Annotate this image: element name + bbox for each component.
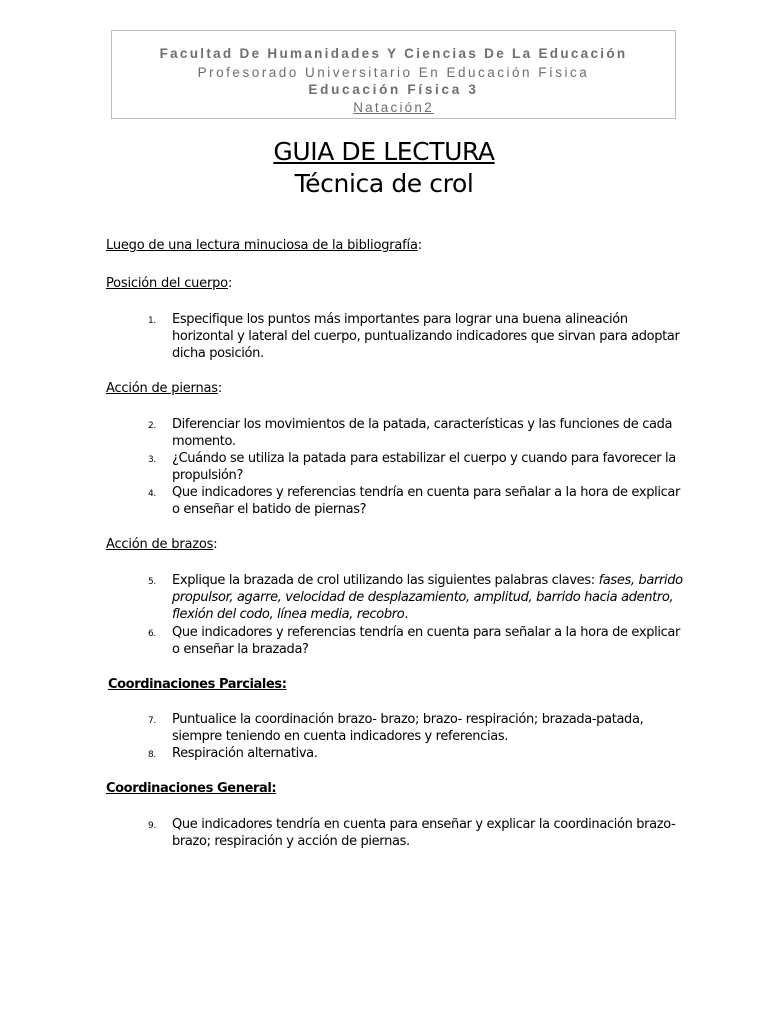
page-subtitle: Técnica de crol — [294, 169, 474, 198]
item-text: Que indicadores tendría en cuenta para enseñar y explicar la coordinación brazo- brazo; respiración y acción de piernas. — [172, 817, 676, 849]
document-header — [111, 30, 676, 119]
item-number: 5. — [148, 577, 156, 587]
section-heading-brazos: Acción de brazos: — [106, 537, 218, 552]
program-name: Profesorado Universitario En Educación Física — [197, 65, 590, 80]
item-text: Que indicadores y referencias tendría en cuenta para señalar a la hora de explicar o enseñar la brazada? — [172, 625, 681, 657]
item-text: Especifique los puntos más importantes para lograr una buena alineación horizontal y lateral del cuerpo, puntualizando indicadores que sirvan para adoptar dicha posición. — [172, 312, 680, 361]
section-heading-parciales: Coordinaciones Parciales: — [108, 677, 287, 692]
item-number: 9. — [148, 821, 156, 831]
subject-name: Natación2 — [353, 100, 434, 115]
item-number: 2. — [148, 421, 156, 431]
section-heading-general: Coordinaciones General: — [106, 781, 277, 796]
item-text: Explique la brazada de crol utilizando las siguientes palabras claves: fases, barrido propulsor, agarre, velocidad de desplazamiento, amplitud, barrido hacia adentro, flexión del codo, línea media, recobro. — [172, 573, 683, 622]
page-title: GUIA DE LECTURA — [273, 137, 495, 166]
item-text: Puntualice la coordinación brazo- brazo; brazo- respiración; brazada-patada, siempre teniendo en cuenta indicadores y referencias. — [172, 712, 644, 744]
item-number: 4. — [148, 489, 156, 499]
item-number: 6. — [148, 629, 156, 639]
faculty-name: Facultad De Humanidades Y Ciencias De La Educación — [159, 46, 628, 61]
section-heading-posicion: Posición del cuerpo: — [106, 276, 233, 291]
item-text: ¿Cuándo se utiliza la patada para estabilizar el cuerpo y cuando para favorecer la propulsión? — [172, 451, 676, 483]
item-number: 7. — [148, 716, 156, 726]
item-text: Respiración alternativa. — [172, 746, 318, 761]
item-text: Que indicadores y referencias tendría en cuenta para señalar a la hora de explicar o enseñar el batido de piernas? — [172, 485, 681, 517]
course-name: Educación Física 3 — [308, 82, 479, 97]
section-heading-piernas: Acción de piernas: — [106, 381, 223, 396]
intro-heading: Luego de una lectura minuciosa de la bibliografía: — [106, 238, 422, 253]
item-number: 8. — [148, 750, 156, 760]
item-text: Diferenciar los movimientos de la patada, características y las funciones de cada momento. — [172, 417, 673, 449]
item-number: 3. — [148, 455, 156, 465]
item-number: 1. — [148, 316, 156, 326]
